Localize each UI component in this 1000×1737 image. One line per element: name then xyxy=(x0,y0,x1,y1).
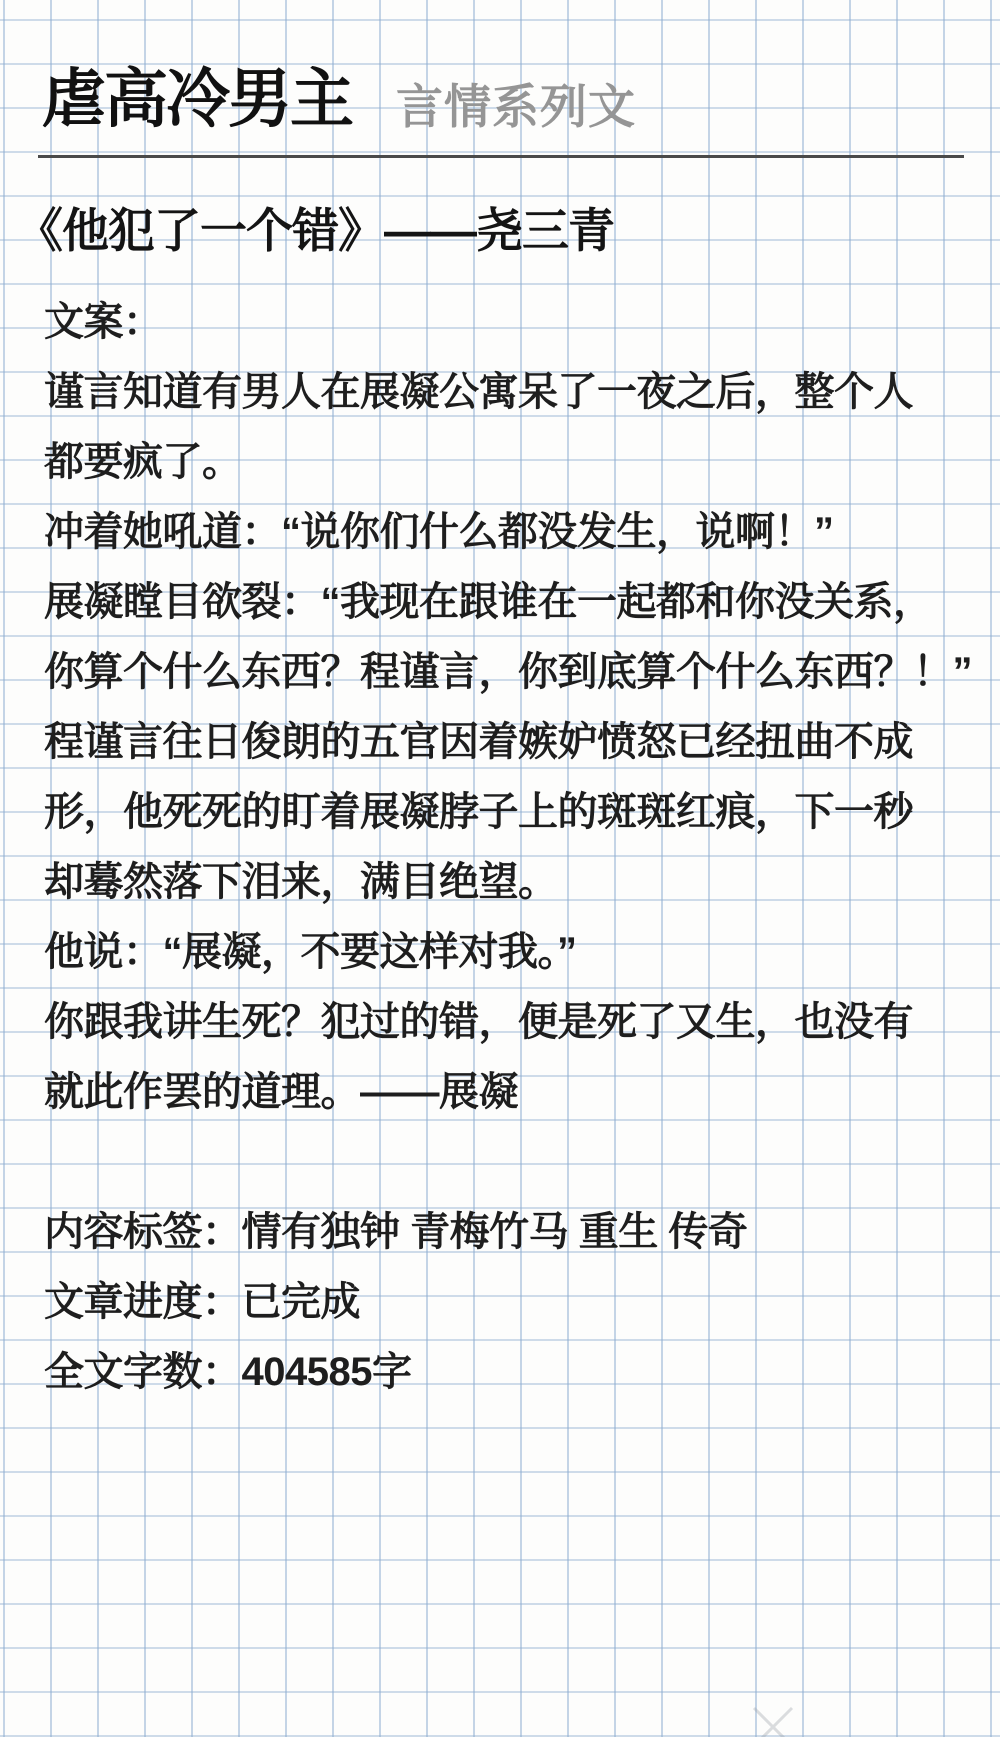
meta-block xyxy=(44,1197,970,1407)
meta-line-wordcount: 全文字数：404585字 xyxy=(44,1350,412,1394)
meta-line-tags: 内容标签：情有独钟 青梅竹马 重生 传奇 xyxy=(44,1210,748,1254)
synopsis-line: 形，他死死的盯着展凝脖子上的斑斑红痕，下一秒 xyxy=(44,790,913,834)
meta-line-progress: 文章进度：已完成 xyxy=(44,1280,360,1324)
page-subtitle: 言情系列文 xyxy=(396,80,636,133)
synopsis-line: 谨言知道有男人在展凝公寓呆了一夜之后，整个人 xyxy=(44,370,913,414)
watermark-icon xyxy=(746,1700,800,1737)
synopsis-line: 都要疯了。 xyxy=(44,440,242,484)
synopsis-line: 展凝瞠目欲裂：“我现在跟谁在一起都和你没关系， xyxy=(44,580,933,624)
synopsis-line: 就此作罢的道理。——展凝 xyxy=(44,1070,518,1114)
synopsis-line: 你跟我讲生死？犯过的错，便是死了又生，也没有 xyxy=(44,1000,913,1044)
synopsis-line: 却蓦然落下泪来，满目绝望。 xyxy=(44,860,558,904)
book-title: 《他犯了一个错》——尧三青 xyxy=(16,204,614,257)
synopsis-line: 他说：“展凝，不要这样对我。” xyxy=(44,930,577,974)
synopsis-line: 你算个什么东西？程谨言，你到底算个什么东西？！” xyxy=(44,650,972,694)
synopsis-block xyxy=(44,287,970,1127)
synopsis-line: 程谨言往日俊朗的五官因着嫉妒愤怒已经扭曲不成 xyxy=(44,720,913,764)
synopsis-label: 文案： xyxy=(44,300,163,344)
page-title: 虐高冷男主 xyxy=(42,63,352,135)
header xyxy=(42,60,636,138)
synopsis-line: 冲着她吼道：“说你们什么都没发生，说啊！” xyxy=(44,510,834,554)
header-divider xyxy=(38,155,964,158)
